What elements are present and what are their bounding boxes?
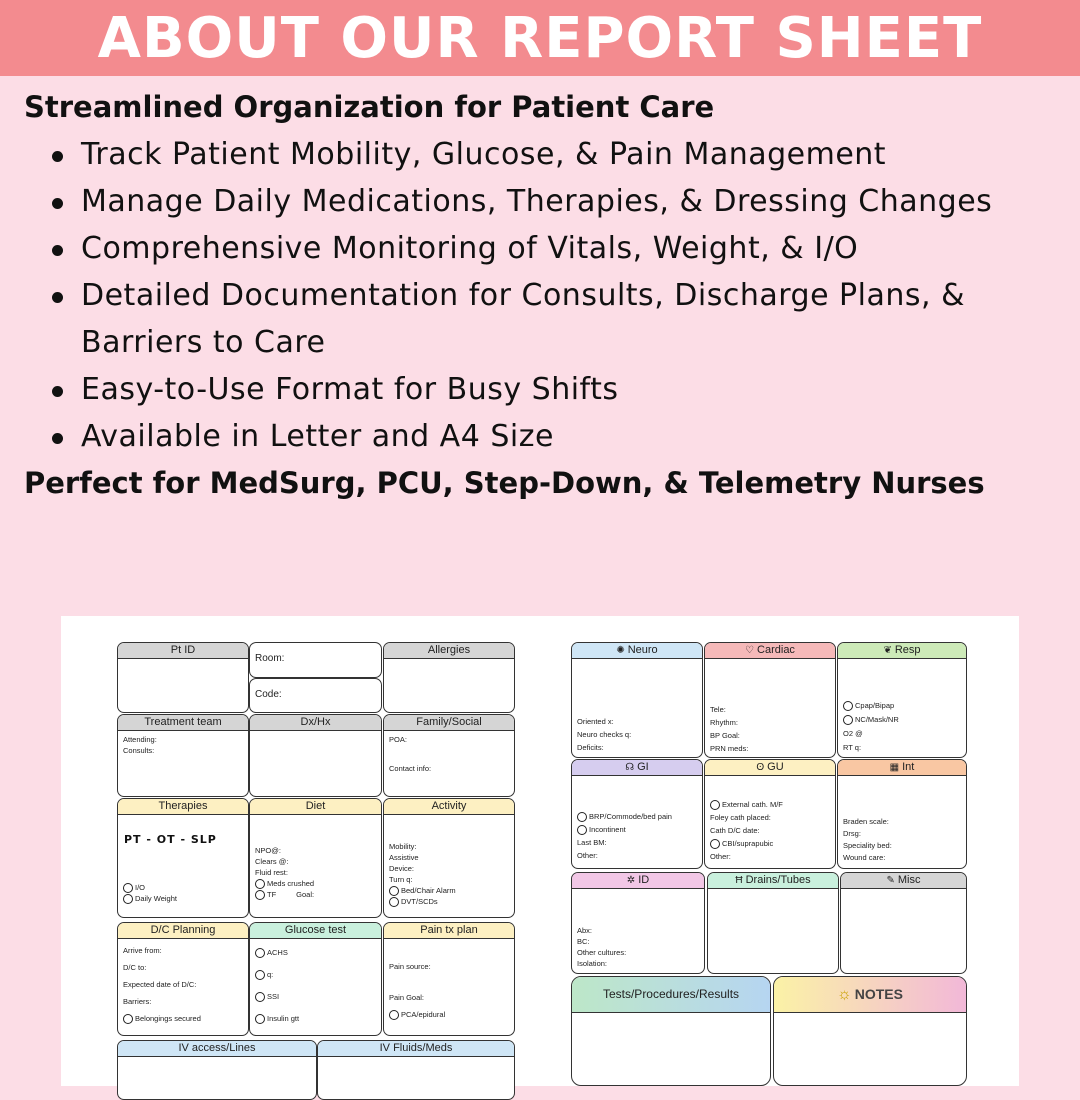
- iv-access-box: [117, 1040, 317, 1100]
- checkbox-circle[interactable]: [389, 886, 399, 896]
- field-label: Wound care:: [843, 853, 886, 862]
- box-header: Drains/Tubes: [745, 874, 811, 886]
- misc-icon: ✎: [886, 875, 895, 886]
- checkbox-circle[interactable]: [255, 879, 265, 889]
- lightbulb-icon: ☼: [837, 986, 852, 1003]
- checkbox-circle[interactable]: [389, 897, 399, 907]
- field-label: Consults:: [123, 746, 155, 755]
- field-label: Oriented x:: [577, 717, 614, 726]
- field-label: Neuro checks q:: [577, 730, 632, 739]
- feature-item: Detailed Documentation for Consults, Discharge Plans, & Barriers to Care: [24, 272, 1064, 366]
- field-label: Pain Goal:: [389, 993, 425, 1002]
- field-label: Assistive: [389, 853, 419, 862]
- box-header: Int: [902, 761, 915, 773]
- notes-box: [773, 976, 967, 1086]
- feature-item: Easy-to-Use Format for Busy Shifts: [24, 366, 1064, 413]
- stomach-icon: ☊: [625, 762, 635, 773]
- field-label: Cpap/Bipap: [855, 701, 895, 710]
- field-label: BP Goal:: [710, 731, 740, 740]
- code-label: Code:: [255, 689, 282, 700]
- title-banner: [0, 0, 1080, 76]
- box-header: Neuro: [627, 644, 658, 656]
- field-label: Arrive from:: [123, 946, 162, 955]
- field-label: q:: [267, 970, 274, 979]
- checkbox-circle[interactable]: [577, 812, 587, 822]
- box-header: Dx/Hx: [250, 715, 381, 731]
- box-header: IV access/Lines: [118, 1041, 316, 1057]
- box-header: Glucose test: [250, 923, 381, 939]
- box-header: Pt ID: [118, 643, 248, 659]
- family-social-box: [383, 714, 515, 797]
- field-label: Abx:: [577, 926, 593, 935]
- feature-item: Comprehensive Monitoring of Vitals, Weight, & I/O: [24, 225, 1064, 272]
- audience-heading: Perfect for MedSurg, PCU, Step-Down, & Telemetry Nurses: [24, 466, 985, 500]
- field-label: Incontinent: [589, 825, 626, 834]
- field-label: Deficits:: [577, 743, 604, 752]
- box-header: Pain tx plan: [384, 923, 514, 939]
- therapy-types: PT - OT - SLP: [124, 833, 217, 846]
- field-label: Braden scale:: [843, 817, 889, 826]
- virus-icon: ✲: [626, 875, 636, 886]
- field-label: Contact info:: [389, 764, 432, 773]
- field-label: Isolation:: [577, 959, 608, 968]
- field-label: NC/Mask/NR: [855, 715, 899, 724]
- field-label: NPO@:: [255, 846, 281, 855]
- field-label: O2 @: [843, 729, 863, 738]
- checkbox-circle[interactable]: [255, 890, 265, 900]
- box-header: ID: [638, 874, 650, 886]
- field-label: Foley cath placed:: [710, 813, 771, 822]
- field-label: Drsg:: [843, 829, 861, 838]
- feature-list: [24, 131, 1064, 460]
- field-label: Turn q:: [389, 875, 413, 884]
- skin-icon: ▦: [889, 762, 900, 773]
- field-label: Other cultures:: [577, 948, 627, 957]
- room-box: [249, 642, 382, 678]
- field-label: Device:: [389, 864, 415, 873]
- kidney-icon: ʘ: [756, 762, 765, 773]
- field-label: Pain source:: [389, 962, 431, 971]
- field-label: Clears @:: [255, 857, 289, 866]
- field-label: Rhythm:: [710, 718, 738, 727]
- field-label: Insulin gtt: [267, 1014, 300, 1023]
- iv-fluids-box: [317, 1040, 515, 1100]
- tests-box: [571, 976, 771, 1086]
- lungs-icon: ❦: [883, 645, 892, 656]
- box-header: Tests/Procedures/Results: [572, 977, 770, 1013]
- glucose-test-box: [249, 922, 382, 1036]
- checkbox-circle[interactable]: [843, 715, 853, 725]
- box-header: Activity: [384, 799, 514, 815]
- gu-box: [704, 759, 836, 869]
- box-header: Diet: [250, 799, 381, 815]
- field-label: Expected date of D/C:: [123, 980, 197, 989]
- field-label: BC:: [577, 937, 590, 946]
- diet-box: [249, 798, 382, 918]
- description: [24, 84, 1064, 507]
- box-header: GU: [767, 761, 784, 773]
- dxhx-box: [249, 714, 382, 797]
- feature-item: Available in Letter and A4 Size: [24, 413, 1064, 460]
- gi-box: [571, 759, 703, 869]
- tube-icon: Ħ: [735, 875, 743, 886]
- box-header: GI: [637, 761, 649, 773]
- pain-tx-plan-box: [383, 922, 515, 1036]
- box-header: Treatment team: [118, 715, 248, 731]
- checkbox-circle[interactable]: [710, 839, 720, 849]
- treatment-team-box: [117, 714, 249, 797]
- box-header: Allergies: [384, 643, 514, 659]
- heartbeat-icon: ♡: [745, 645, 755, 656]
- feature-item: Track Patient Mobility, Glucose, & Pain Management: [24, 131, 1064, 178]
- field-label: Bed/Chair Alarm: [401, 886, 456, 895]
- field-label: I/O: [135, 883, 146, 892]
- field-label: Mobility:: [389, 842, 417, 851]
- id-box: [571, 872, 705, 974]
- checkbox-circle[interactable]: [255, 1014, 265, 1024]
- room-label: Room:: [255, 653, 285, 664]
- code-box: [249, 678, 382, 713]
- activity-box: [383, 798, 515, 918]
- cardiac-box: [704, 642, 836, 758]
- checkbox-circle[interactable]: [255, 992, 265, 1002]
- checkbox-circle[interactable]: [710, 800, 720, 810]
- allergies-box: [383, 642, 515, 713]
- field-label: PRN meds:: [710, 744, 749, 753]
- brain-icon: ✺: [616, 645, 625, 656]
- checkbox-circle[interactable]: [123, 883, 133, 893]
- field-label: POA:: [389, 735, 407, 744]
- sheet-preview: [61, 616, 1019, 1086]
- field-label: Cath D/C date:: [710, 826, 760, 835]
- section-heading: Streamlined Organization for Patient Care: [24, 90, 715, 124]
- field-label: ACHS: [267, 948, 288, 957]
- field-label: Goal:: [296, 890, 315, 900]
- field-label: Barriers:: [123, 997, 152, 1006]
- dc-planning-box: [117, 922, 249, 1036]
- field-label: DVT/SCDs: [401, 897, 438, 907]
- field-label: Speciality bed:: [843, 841, 892, 850]
- field-label: Fluid rest:: [255, 868, 288, 877]
- field-label: External cath. M/F: [722, 800, 783, 809]
- checkbox-circle[interactable]: [255, 970, 265, 980]
- field-label: Daily Weight: [135, 894, 177, 904]
- field-label: BRP/Commode/bed pain: [589, 812, 672, 821]
- field-label: Belongings secured: [135, 1014, 201, 1023]
- field-label: Tele:: [710, 705, 726, 714]
- field-label: SSI: [267, 992, 280, 1001]
- checkbox-circle[interactable]: [577, 825, 587, 835]
- box-header: Family/Social: [384, 715, 514, 731]
- checkbox-circle[interactable]: [389, 1010, 399, 1020]
- field-label: Other:: [710, 852, 731, 861]
- feature-item: Manage Daily Medications, Therapies, & Dressing Changes: [24, 178, 1064, 225]
- drains-tubes-box: [707, 872, 839, 974]
- field-label: CBI/suprapubic: [722, 839, 774, 848]
- checkbox-circle[interactable]: [255, 948, 265, 958]
- int-box: [837, 759, 967, 869]
- checkbox-circle[interactable]: [843, 701, 853, 711]
- field-label: RT q:: [843, 743, 862, 752]
- checkbox-circle[interactable]: [123, 894, 133, 904]
- box-header: Cardiac: [757, 644, 795, 656]
- field-label: Attending:: [123, 735, 157, 744]
- field-label: PCA/epidural: [401, 1010, 446, 1019]
- box-header: NOTES: [854, 986, 903, 1002]
- therapies-box: [117, 798, 249, 918]
- box-header: IV Fluids/Meds: [318, 1041, 514, 1057]
- box-header: D/C Planning: [118, 923, 248, 939]
- field-label: Other:: [577, 851, 598, 860]
- field-label: D/C to:: [123, 963, 147, 972]
- box-header: Therapies: [118, 799, 248, 815]
- field-label: Meds crushed: [267, 879, 315, 888]
- misc-box: [840, 872, 967, 974]
- pt-id-box: [117, 642, 249, 713]
- field-label: TF: [267, 890, 277, 900]
- checkbox-circle[interactable]: [123, 1014, 133, 1024]
- page-title: ABOUT OUR REPORT SHEET: [97, 5, 983, 71]
- field-label: Last BM:: [577, 838, 607, 847]
- neuro-box: [571, 642, 703, 758]
- box-header: Misc: [897, 874, 921, 886]
- resp-box: [837, 642, 967, 758]
- box-header: Resp: [894, 644, 921, 656]
